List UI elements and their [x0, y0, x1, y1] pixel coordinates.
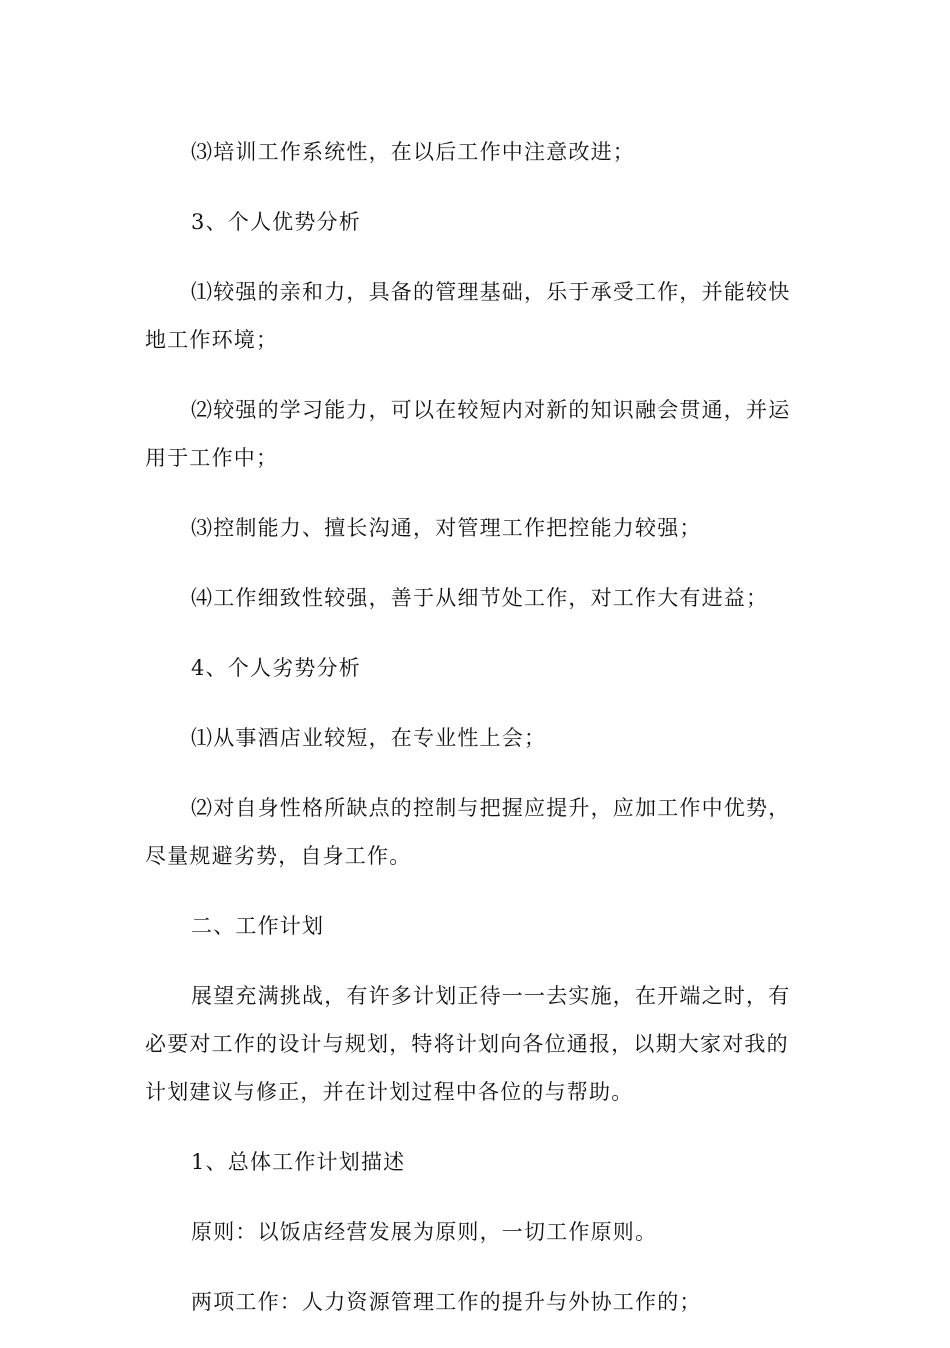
paragraph-principle: 原则：以饭店经营发展为原则，一切工作原则。 [191, 1220, 658, 1244]
paragraph-outlook: 展望充满挑战，有许多计划正待一一去实施，在开端之时，有必要对工作的设计与规划，特将计划向各位通报，以期大家对我的计划建议与修正，并在计划过程中各位的与帮助。 [145, 984, 791, 1104]
paragraph-weakness-1: ⑴从事酒店业较短，在专业性上会； [191, 726, 547, 750]
paragraph-training-system: ⑶培训工作系统性，在以后工作中注意改进； [191, 140, 635, 164]
heading-personal-weaknesses: 4、个人劣势分析 [191, 656, 361, 680]
paragraph-strength-3: ⑶控制能力、擅长沟通，对管理工作把控能力较强； [191, 516, 702, 540]
paragraph-two-tasks: 两项工作：人力资源管理工作的提升与外协工作的； [191, 1290, 702, 1314]
heading-overall-plan: 1、总体工作计划描述 [191, 1150, 406, 1174]
heading-personal-strengths: 3、个人优势分析 [191, 210, 361, 234]
paragraph-weakness-2: ⑵对自身性格所缺点的控制与把握应提升，应加工作中优势，尽量规避劣势，自身工作。 [145, 796, 791, 868]
paragraph-strength-4: ⑷工作细致性较强，善于从细节处工作，对工作大有进益； [191, 586, 769, 610]
document-body [145, 128, 805, 1348]
paragraph-strength-1: ⑴较强的亲和力，具备的管理基础，乐于承受工作，并能较快地工作环境； [145, 280, 791, 352]
paragraph-strength-2: ⑵较强的学习能力，可以在较短内对新的知识融会贯通，并运用于工作中； [145, 398, 791, 470]
heading-work-plan: 二、工作计划 [191, 914, 325, 938]
